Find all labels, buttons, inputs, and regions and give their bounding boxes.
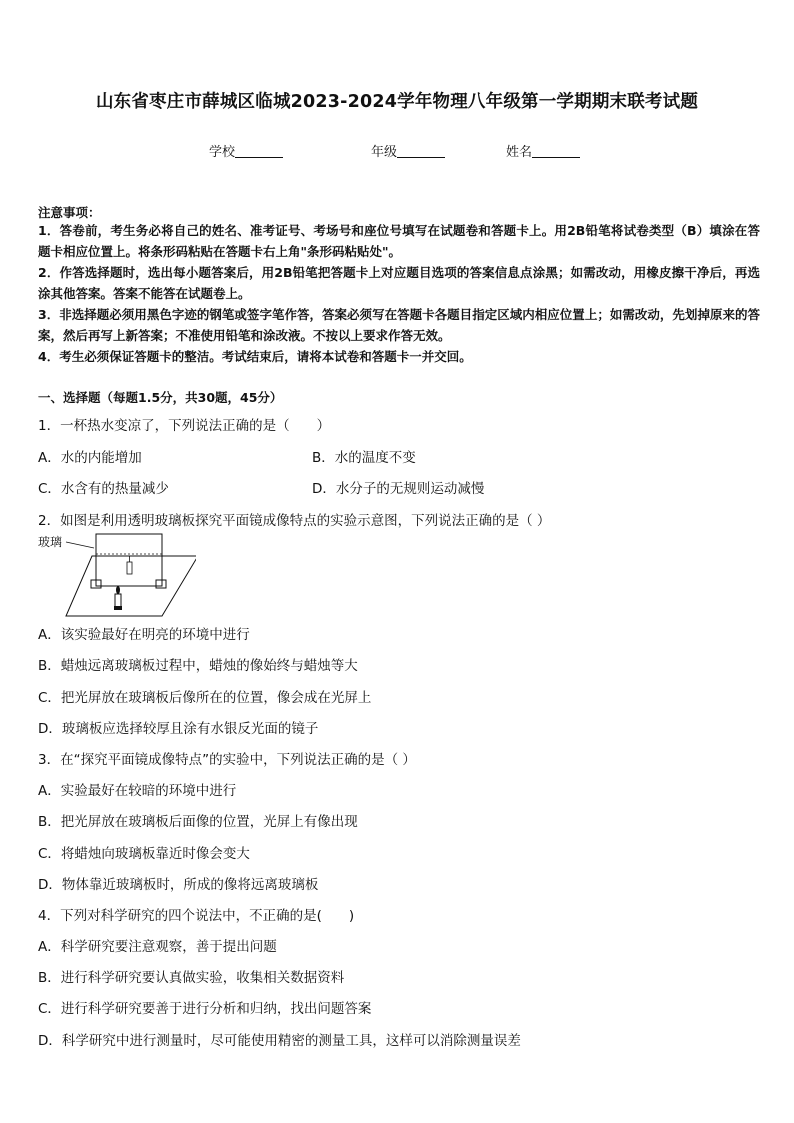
question-2-option-d: D．玻璃板应选择较厚且涂有水银反光面的镜子 — [38, 721, 319, 737]
grade-blank — [397, 145, 445, 158]
note-3: 3．非选择题必须用黑色字迹的钢笔或签字笔作答，答案必须写在答题卡各题目指定区域内相应位置上；如需改动，先划掉原来的答案，然后再写上新答案；不准使用铅笔和涂改液。不按以上要求作答无效。 — [38, 307, 760, 343]
question-3-stem: 3．在“探究平面镜成像特点”的实验中，下列说法正确的是（ ） — [38, 752, 416, 768]
name-label: 姓名 — [506, 145, 533, 160]
question-2-stem: 2．如图是利用透明玻璃板探究平面镜成像特点的实验示意图，下列说法正确的是（ ） — [38, 513, 551, 529]
notes-heading: 注意事项： — [38, 205, 101, 220]
question-4-option-d: D．科学研究中进行测量时，尽可能使用精密的测量工具，这样可以消除测量误差 — [38, 1033, 521, 1049]
question-3-option-c: C．将蜡烛向玻璃板靠近时像会变大 — [38, 846, 250, 862]
question-1-option-d: D．水分子的无规则运动减慢 — [312, 481, 485, 497]
grade-label: 年级 — [371, 145, 398, 160]
question-1-option-c: C．水含有的热量减少 — [38, 481, 169, 497]
mirror-experiment-figure — [36, 530, 196, 620]
question-1-option-a: A．水的内能增加 — [38, 450, 142, 466]
note-4: 4．考生必须保证答题卡的整洁。考试结束后，请将本试卷和答题卡一并交回。 — [38, 349, 472, 364]
question-3-option-d: D．物体靠近玻璃板时，所成的像将远离玻璃板 — [38, 877, 319, 893]
school-blank — [235, 145, 283, 158]
question-1-stem: 1．一杯热水变凉了，下列说法正确的是（ ） — [38, 418, 331, 434]
question-4-option-b: B．进行科学研究要认真做实验，收集相关数据资料 — [38, 970, 345, 986]
question-2-option-a: A．该实验最好在明亮的环境中进行 — [38, 627, 250, 643]
question-1-option-b: B．水的温度不变 — [312, 450, 416, 466]
question-3-option-a: A．实验最好在较暗的环境中进行 — [38, 783, 237, 799]
note-1: 1．答卷前，考生务必将自己的姓名、准考证号、考场号和座位号填写在试题卷和答题卡上。用2B铅笔将试卷类型（B）填涂在答题卡相应位置上。将条形码粘贴在答题卡右上角"条形码粘贴处"。 — [38, 223, 760, 259]
question-2-option-c: C．把光屏放在玻璃板后像所在的位置，像会成在光屏上 — [38, 690, 372, 706]
school-field — [209, 141, 283, 160]
question-3-option-b: B．把光屏放在玻璃板后面像的位置，光屏上有像出现 — [38, 814, 358, 830]
question-2-option-b: B．蜡烛远离玻璃板过程中，蜡烛的像始终与蜡烛等大 — [38, 658, 358, 674]
name-field — [506, 141, 580, 160]
note-2: 2．作答选择题时，选出每小题答案后，用2B铅笔把答题卡上对应题目选项的答案信息点涂黑；如需改动，用橡皮擦干净后，再选涂其他答案。答案不能答在试题卷上。 — [38, 265, 760, 301]
mirror-experiment-diagram — [36, 530, 196, 620]
school-label: 学校 — [209, 145, 236, 160]
question-4-option-c: C．进行科学研究要善于进行分析和归纳，找出问题答案 — [38, 1001, 372, 1017]
figure-label-glass: 玻璃 — [38, 535, 63, 549]
section-heading: 一、选择题（每题1.5分，共30题，45分） — [38, 390, 283, 405]
grade-field — [371, 141, 445, 160]
page-title: 山东省枣庄市薛城区临城2023-2024学年物理八年级第一学期期末联考试题 — [95, 92, 699, 112]
question-4-stem: 4．下列对科学研究的四个说法中，不正确的是( ) — [38, 908, 355, 924]
question-4-option-a: A．科学研究要注意观察，善于提出问题 — [38, 939, 277, 955]
name-blank — [532, 145, 580, 158]
